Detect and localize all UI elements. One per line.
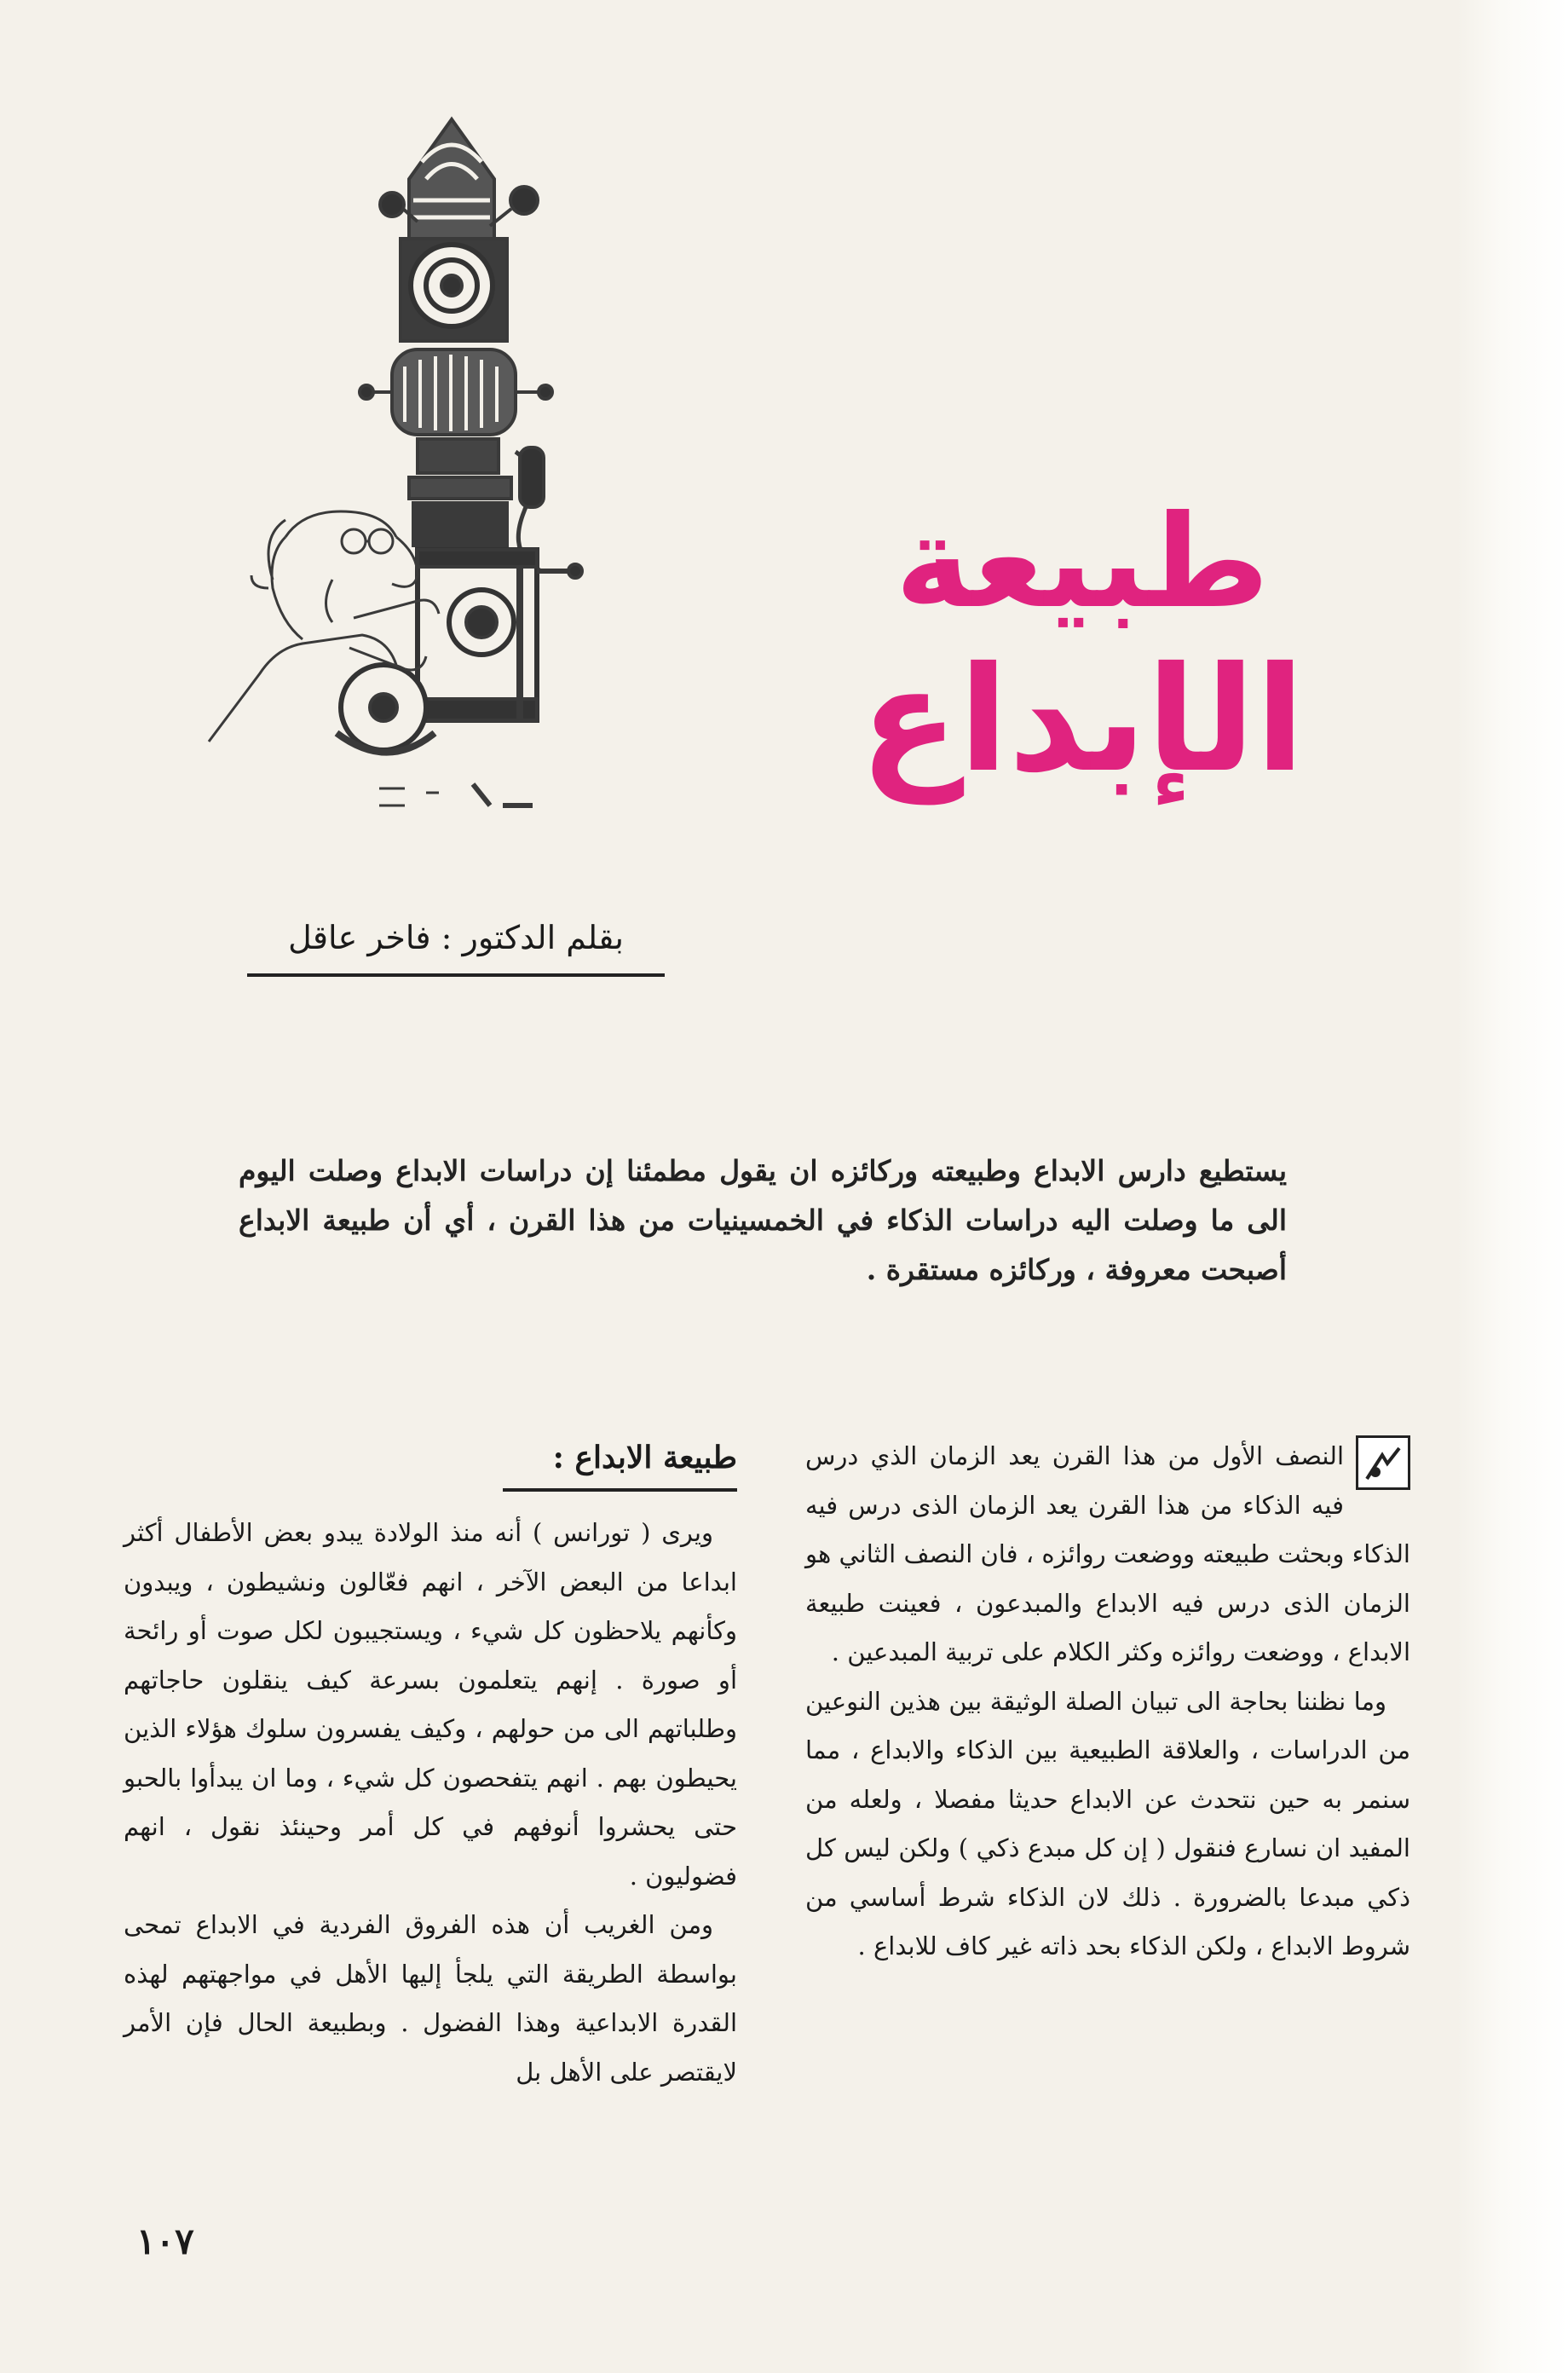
page-edge (1457, 0, 1568, 2373)
section-heading: طبيعة الابداع : (503, 1432, 737, 1492)
intro-paragraph: يستطيع دارس الابداع وطبيعته وركائزه ان يقول مطمئنا إن دراسات الابداع وصلت اليوم الى ما وصلت اليه دراسات الذكاء في الخمسينيات من هذا القرن ، أي أن طبيعة الابداع أصبحت معروفة ، وركائزه مستقرة . (239, 1154, 1287, 1286)
right-paragraph-2: وما نظننا بحاجة الى تبيان الصلة الوثيقة بين هذين النوعين من الدراسات ، والعلاقة الطبيعية بين الذكاء والابداع ، مما سنمر به حين نتحدث عن الابداع حديثا مفصلا ، ولعله من المفيد ان نسارع فنقول ( إن كل مبدع ذكي ) ولكن ليس كل ذكي مبدعا بالضرورة . ذلك لان الذكاء شرط أساسي من شروط الابداع ، ولكن الذكاء بحد ذاته غير كاف للابداع . (805, 1686, 1410, 1960)
article-title (818, 486, 1346, 861)
title-line-2: الإبداع (859, 636, 1306, 805)
left-paragraph-1: ويرى ( تورانس ) أنه منذ الولادة يبدو بعض الأطفال أكثر ابداعا من البعض الآخر ، انهم فعّالون ونشيطون ، ويبدون وكأنهم يلاحظون كل شيء ، ويستجيبون لكل صوت أو رائحة أو صورة . إنهم يتعلمون بسرعة كيف ينقلون حاجاتهم وطلباتهم الى من حولهم ، وكيف يفسرون سلوك هؤلاء الذين يحيطون بهم . انهم يتفحصون كل شيء ، وما ان يبدأوا بالحبو حتى يحشروا أنوفهم في كل أمر وحينئذ نقول ، انهم فضوليون . (124, 1518, 737, 1891)
byline: بقلم الدكتور : فاخر عاقل (247, 912, 665, 977)
right-column (805, 1432, 1410, 1972)
robot-machine-icon (183, 111, 677, 818)
page-number: ١٠٧ (136, 2220, 194, 2262)
title-line-1: طبيعة (895, 488, 1270, 637)
left-paragraph-2: ومن الغريب أن هذه الفروق الفردية في الابداع تمحى بواسطة الطريقة التي يلجأ إليها الأهل في مواجهتهم لهذه القدرة الابداعية وهذا الفضول . وبطبيعة الحال فإن الأمر لايقتصر على الأهل بل (124, 1910, 737, 2087)
left-column (124, 1432, 737, 2097)
dropcap-icon (1356, 1435, 1410, 1490)
right-paragraph-1: النصف الأول من هذا القرن يعد الزمان الذي درس فيه الذكاء من هذا القرن يعد الزمان الذى درس فيه الذكاء وبحثت طبيعته ووضعت روائزه ، فان النصف الثاني هو الزمان الذى درس فيه الابداع والمبدعون ، فعينت طبيعة الابداع ، ووضعت روائزه وكثر الكلام على تربية المبدعين . (805, 1441, 1410, 1666)
